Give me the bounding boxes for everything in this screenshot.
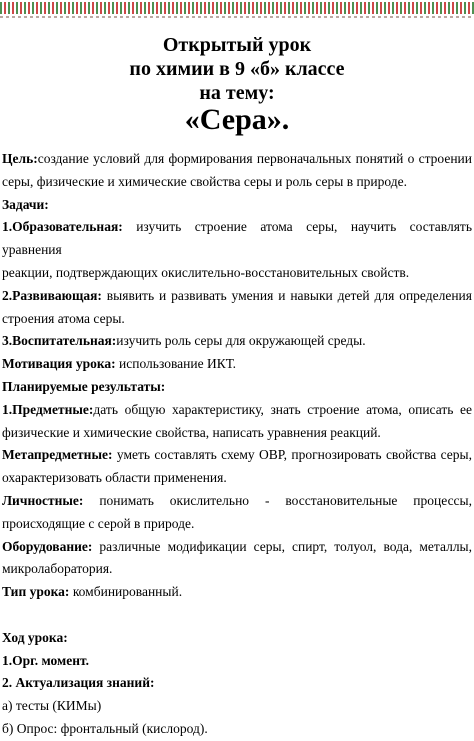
course-item-b: б) Опрос: фронтальный (кислород). [2,720,208,736]
tasks-heading: Задачи: [2,196,49,212]
goal-label: Цель: [2,151,38,166]
task-1-line-2: реакции, подтверждающих окислительно-восстановительных свойств. [2,264,410,280]
course-step-2: 2. Актуализация знаний: [2,675,155,691]
equipment-label: Оборудование: [2,538,93,554]
results-personal-label: Личностные: [2,492,84,508]
results-subject-label: 1.Предметные: [2,401,94,417]
goal-line-2: серы, физические и химические свойства серы и роль серы в природе. [2,173,407,189]
results-subject-line-2: физические и химические свойства, написать уравнения реакций. [2,424,381,440]
task-1-label: 1.Образовательная: [2,219,123,235]
course-heading: Ход урока: [2,629,68,645]
title-line-3: на тему: [199,82,275,104]
lesson-plan-body [2,148,472,741]
lesson-type-label: Тип урока: [2,584,70,600]
lesson-topic: «Сера». [184,103,290,136]
results-subject-line-1: 1.Предметные:дать общую характеристику, знать строение атома, описать ее [2,401,472,417]
motivation-line: Мотивация урока: использование ИКТ. [2,356,236,372]
results-meta-line-1: Метапредметные: уметь составлять схему ОВР, прогнозировать свойства серы, [2,447,472,463]
results-meta-line-2: охарактеризовать области применения. [2,470,227,486]
goal-text-1: создание условий для формирования первоначальных понятий о строении [37,151,472,166]
title-line-2: по химии в 9 «б» классе [129,58,345,80]
course-item-a: а) тесты (КИМы) [2,698,102,714]
lesson-type-line: Тип урока: комбинированный. [2,584,183,600]
task-2-line-1: 2.Развивающая: выявить и развивать умения и навыки детей для определения [2,287,472,303]
equipment-line-1: Оборудование: различные модификации серы, спирт, толуол, вода, металлы, [2,538,472,554]
motivation-label: Мотивация урока: [2,356,116,372]
task-2-label: 2.Развивающая: [2,287,102,303]
results-heading: Планируемые результаты: [2,378,166,394]
equipment-line-2: микролаборатория. [2,561,113,577]
results-personal-line-2: происходящие с серой в природе. [2,515,195,531]
results-meta-label: Метапредметные: [2,447,113,463]
decorative-border [0,2,474,14]
goal-line-1 [2,148,472,171]
task-1-line-1: 1.Образовательная: изучить строение атома серы, научить составлять уравнения [2,219,472,258]
results-personal-line-1: Личностные: понимать окислительно - восстановительные процессы, [2,492,472,508]
title-line-1: Открытый урок [162,34,312,56]
task-3-line: 3.Воспитательная:изучить роль серы для окружающей среды. [2,333,366,349]
decorative-border-line [0,16,474,18]
task-3-label: 3.Воспитательная: [2,333,117,349]
spacer [2,604,472,627]
course-step-1: 1.Орг. момент. [2,652,89,668]
task-2-line-2: строения атома серы. [2,310,125,326]
